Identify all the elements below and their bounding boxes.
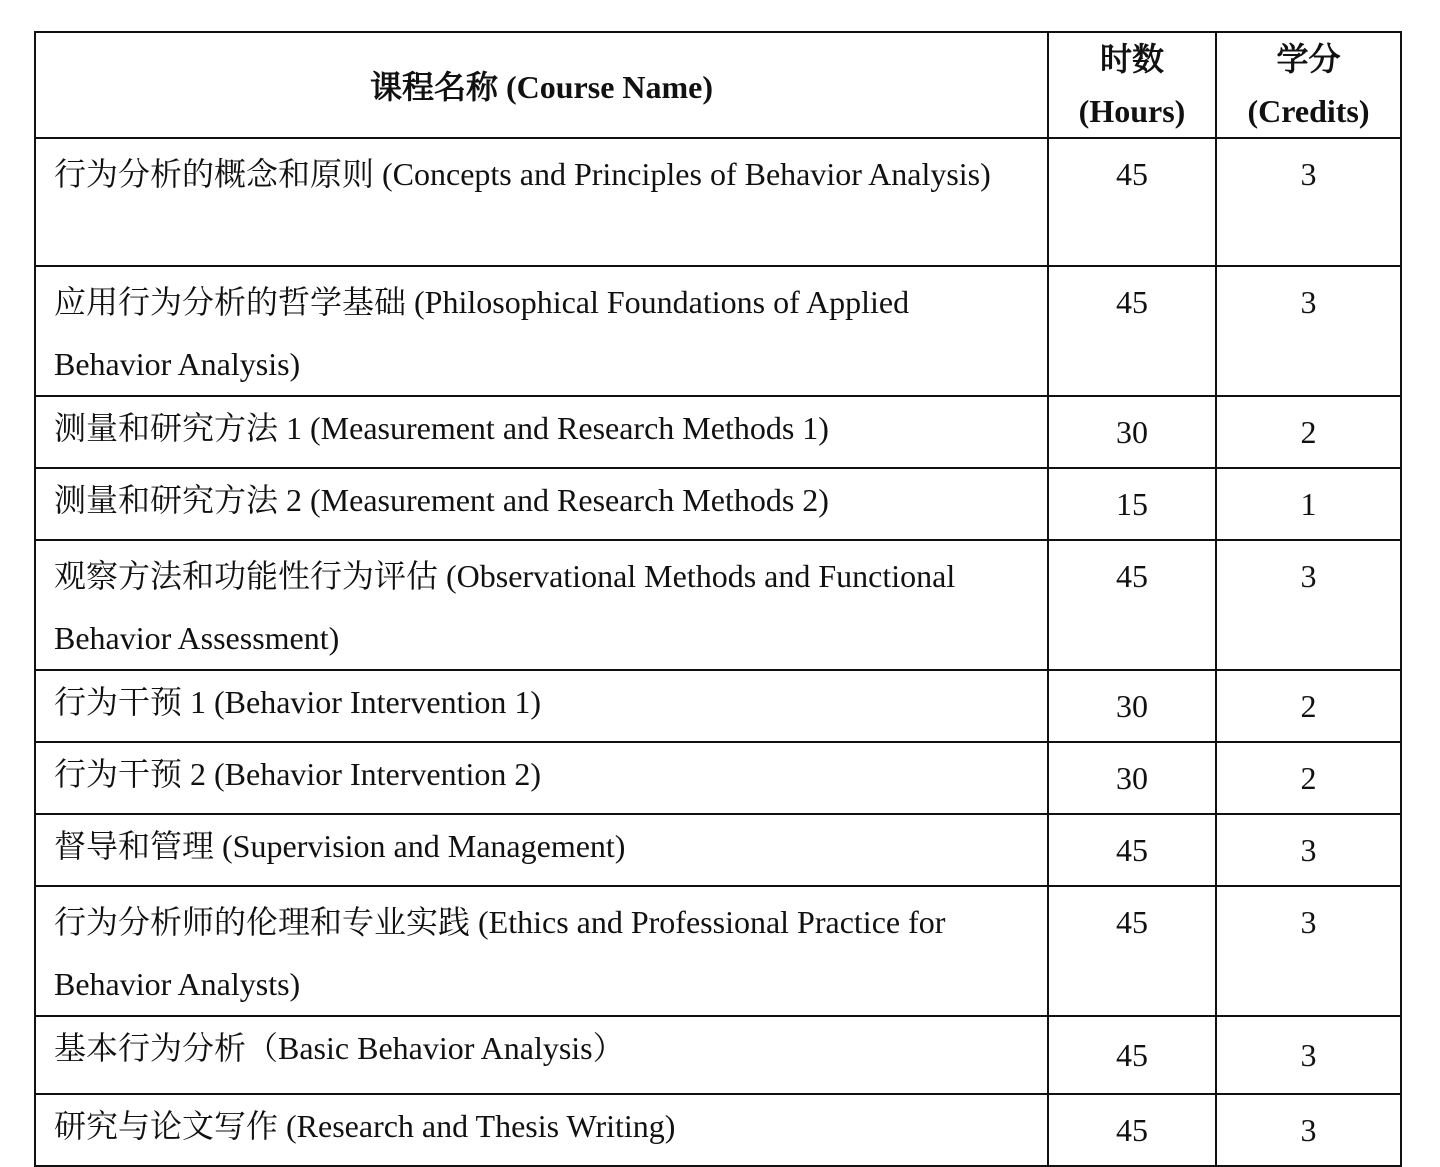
course-name-cell: 测量和研究方法 1 (Measurement and Research Methods 1) [35,396,1048,468]
table-row [35,468,1401,540]
header-course-name [35,32,1048,138]
course-name-cell: 观察方法和功能性行为评估 (Observational Methods and Functional Behavior Assessment) [35,540,1048,670]
credits-cell: 3 [1216,1094,1401,1166]
header-hours [1048,32,1216,138]
credits-cell: 3 [1216,138,1401,266]
hours-cell: 45 [1048,138,1216,266]
hours-cell: 30 [1048,742,1216,814]
course-name-cell: 行为分析的概念和原则 (Concepts and Principles of Behavior Analysis) [35,138,1048,266]
table-row [35,138,1401,266]
credits-cell: 2 [1216,396,1401,468]
header-row [35,32,1401,138]
header-course-name-label: 课程名称 (Course Name) [369,69,714,105]
course-table [34,31,1402,1167]
hours-cell: 45 [1048,1016,1216,1094]
course-name-cell: 研究与论文写作 (Research and Thesis Writing) [35,1094,1048,1166]
header-hours-cn: 时数 [1099,41,1164,77]
hours-cell: 45 [1048,814,1216,886]
course-name-cell: 督导和管理 (Supervision and Management) [35,814,1048,886]
table-row [35,886,1401,1016]
hours-cell: 30 [1048,396,1216,468]
hours-cell: 15 [1048,468,1216,540]
credits-cell: 3 [1216,266,1401,396]
table-row [35,1016,1401,1094]
course-name-cell: 应用行为分析的哲学基础 (Philosophical Foundations of Applied Behavior Analysis) [35,266,1048,396]
course-name-cell: 行为分析师的伦理和专业实践 (Ethics and Professional Practice for Behavior Analysts) [35,886,1048,1016]
course-name-cell: 基本行为分析（Basic Behavior Analysis） [35,1016,1048,1094]
table-row [35,266,1401,396]
credits-cell: 3 [1216,886,1401,1016]
hours-cell: 45 [1048,1094,1216,1166]
header-credits [1216,32,1401,138]
header-credits-cn: 学分 [1276,41,1341,77]
header-credits-en: (Credits) [1247,93,1370,129]
course-name-cell: 行为干预 1 (Behavior Intervention 1) [35,670,1048,742]
course-name-cell: 行为干预 2 (Behavior Intervention 2) [35,742,1048,814]
table-row [35,742,1401,814]
table-header [35,32,1401,138]
table-row [35,1094,1401,1166]
hours-cell: 45 [1048,886,1216,1016]
course-name-cell: 测量和研究方法 2 (Measurement and Research Methods 2) [35,468,1048,540]
hours-cell: 45 [1048,540,1216,670]
credits-cell: 3 [1216,540,1401,670]
table-row [35,814,1401,886]
credits-cell: 2 [1216,742,1401,814]
table-body [35,138,1401,1166]
credits-cell: 3 [1216,1016,1401,1094]
table-row [35,670,1401,742]
table-row [35,396,1401,468]
hours-cell: 30 [1048,670,1216,742]
table-row [35,540,1401,670]
hours-cell: 45 [1048,266,1216,396]
header-hours-en: (Hours) [1078,93,1186,129]
credits-cell: 1 [1216,468,1401,540]
credits-cell: 3 [1216,814,1401,886]
credits-cell: 2 [1216,670,1401,742]
